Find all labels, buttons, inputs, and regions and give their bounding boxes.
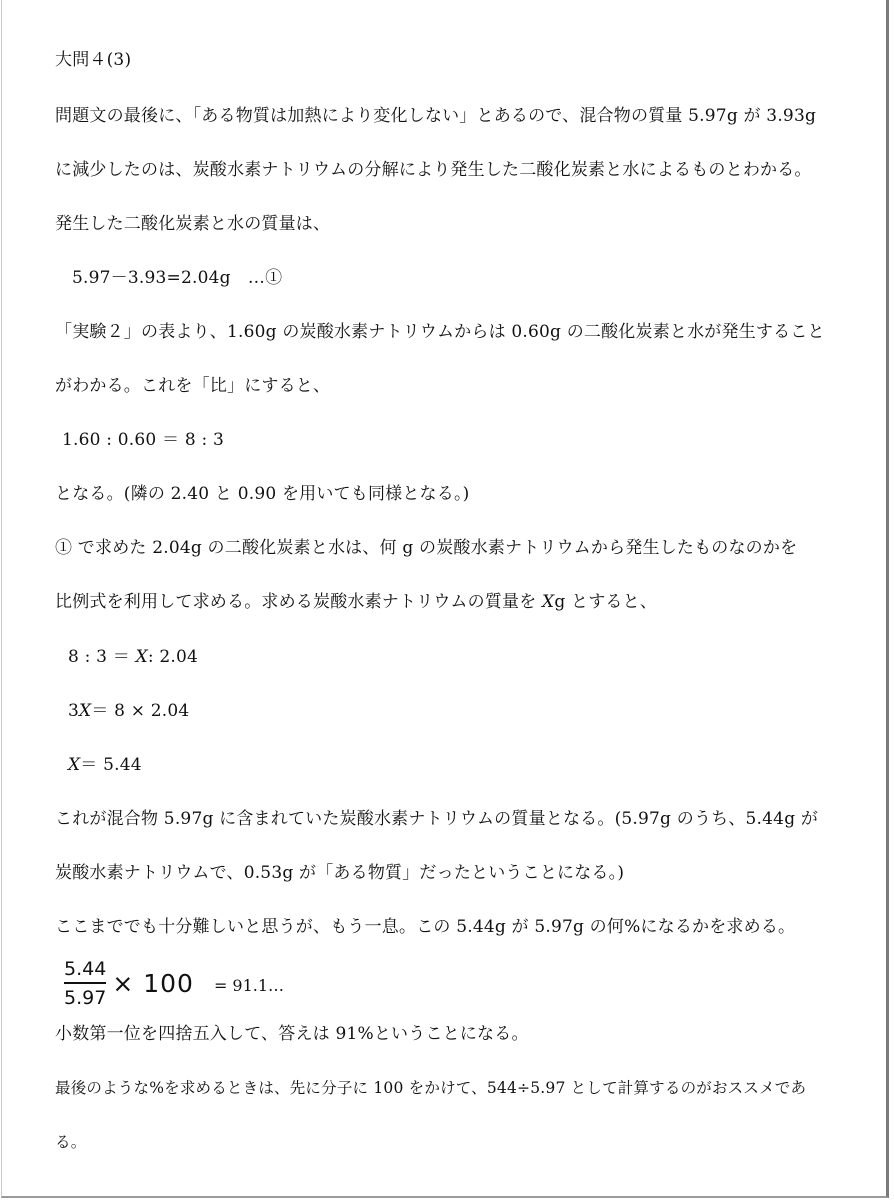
text-line: 発生した二酸化炭素と水の質量は、 (55, 214, 331, 234)
text-line: 「実験２」の表より、1.60g の炭酸水素ナトリウムからは 0.60g の二酸化炭素と水が発生すること (55, 322, 825, 342)
text-line: これが混合物 5.97g に含まれていた炭酸水素ナトリウムの質量となる。(5.97g のうち、5.44g が (55, 809, 819, 829)
note-line: 最後のような%を求めるときは、先に分子に 100 をかけて、544÷5.97 として計算するのがおススメであ (55, 1079, 807, 1097)
ratio-line: 1.60 : 0.60 ＝ 8 : 3 (62, 430, 225, 450)
fraction-numerator: 5.44 (64, 957, 107, 980)
fraction-expression (64, 955, 284, 1011)
equation-line: 5.97－3.93=2.04g …① (72, 268, 283, 288)
text-line: ここまででも十分難しいと思うが、もう一息。この 5.44g が 5.97g の何%になるかを求める。 (55, 917, 796, 937)
fraction (64, 958, 106, 1009)
equation-line: 𝑋＝ 5.44 (68, 755, 142, 775)
fraction-result: = 91.1… (213, 975, 285, 995)
equation-line: 8 : 3 ＝ 𝑋: 2.04 (68, 647, 199, 667)
text-line: となる。(隣の 2.40 と 0.90 を用いても同様となる。) (55, 484, 470, 504)
text-line: 小数第一位を四捨五入して、答えは 91%ということになる。 (55, 1024, 529, 1044)
equation-line: 3𝑋＝ 8 × 2.04 (68, 701, 190, 721)
text-line: がわかる。これを「比」にすると、 (55, 376, 331, 396)
fraction-denominator: 5.97 (64, 986, 107, 1009)
fraction-bar (64, 982, 106, 984)
note-line: る。 (55, 1133, 87, 1151)
text-line: ① で求めた 2.04g の二酸化炭素と水は、何 g の炭酸水素ナトリウムから発生したものなのかを (55, 538, 798, 558)
text-line: 問題文の最後に、「ある物質は加熱により変化しない」とあるので、混合物の質量 5.97g が 3.93g (55, 106, 817, 126)
text-line: 炭酸水素ナトリウムで、0.53g が「ある物質」だったということになる。) (55, 863, 625, 883)
problem-heading: 大問４(3) (55, 50, 132, 70)
text-line: に減少したのは、炭酸水素ナトリウムの分解により発生した二酸化炭素と水によるものとわかる。 (55, 160, 812, 180)
fraction-multiplier: × 100 (112, 968, 194, 998)
text-line: 比例式を利用して求める。求める炭酸水素ナトリウムの質量を 𝑋g とすると、 (55, 592, 658, 612)
